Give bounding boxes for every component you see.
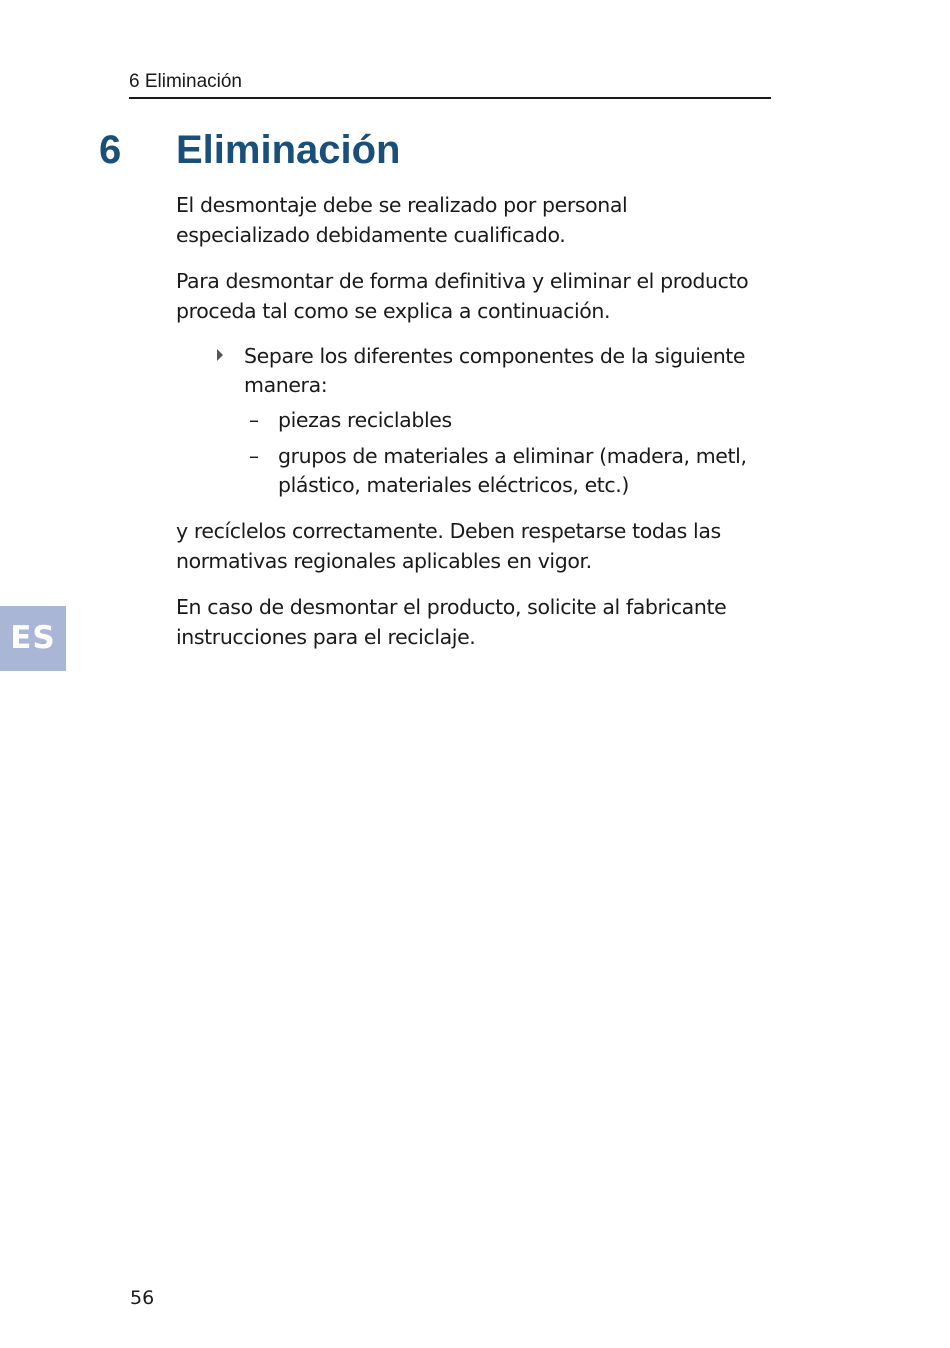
- instruction-step: [244, 342, 766, 400]
- list-item-text: piezas reciclables: [278, 408, 452, 432]
- dash-bullet-icon: –: [249, 444, 259, 468]
- list-item: [249, 442, 766, 500]
- running-header: 6 Eliminación: [129, 70, 771, 99]
- list-item: [249, 406, 766, 435]
- dash-bullet-icon: –: [249, 408, 259, 432]
- chapter-body: [176, 190, 766, 668]
- paragraph-procedure-intro: Para desmontar de forma definitiva y eliminar el producto proceda tal como se explica a continuación.: [176, 269, 749, 323]
- instruction-step-text: Separe los diferentes componentes de la siguiente manera:: [244, 344, 746, 397]
- language-tab: ES: [0, 606, 66, 671]
- component-list: [249, 406, 766, 500]
- paragraph-manufacturer-instructions: En caso de desmontar el producto, solicite al fabricante instrucciones para el reciclaje.: [176, 595, 727, 649]
- page-number: 56: [130, 1287, 155, 1309]
- paragraph-recycling-regulations: y recíclelos correctamente. Deben respetarse todas las normativas regionales aplicables en vigor.: [176, 519, 721, 573]
- chapter-number: 6: [99, 128, 122, 172]
- paragraph-qualified-personnel: El desmontaje debe se realizado por personal especializado debidamente cualificado.: [176, 193, 628, 247]
- list-item-text: grupos de materiales a eliminar (madera, metl, plástico, materiales eléctricos, etc.): [278, 444, 747, 497]
- chapter-title: Eliminación: [176, 128, 401, 172]
- triangle-bullet-icon: [217, 349, 223, 361]
